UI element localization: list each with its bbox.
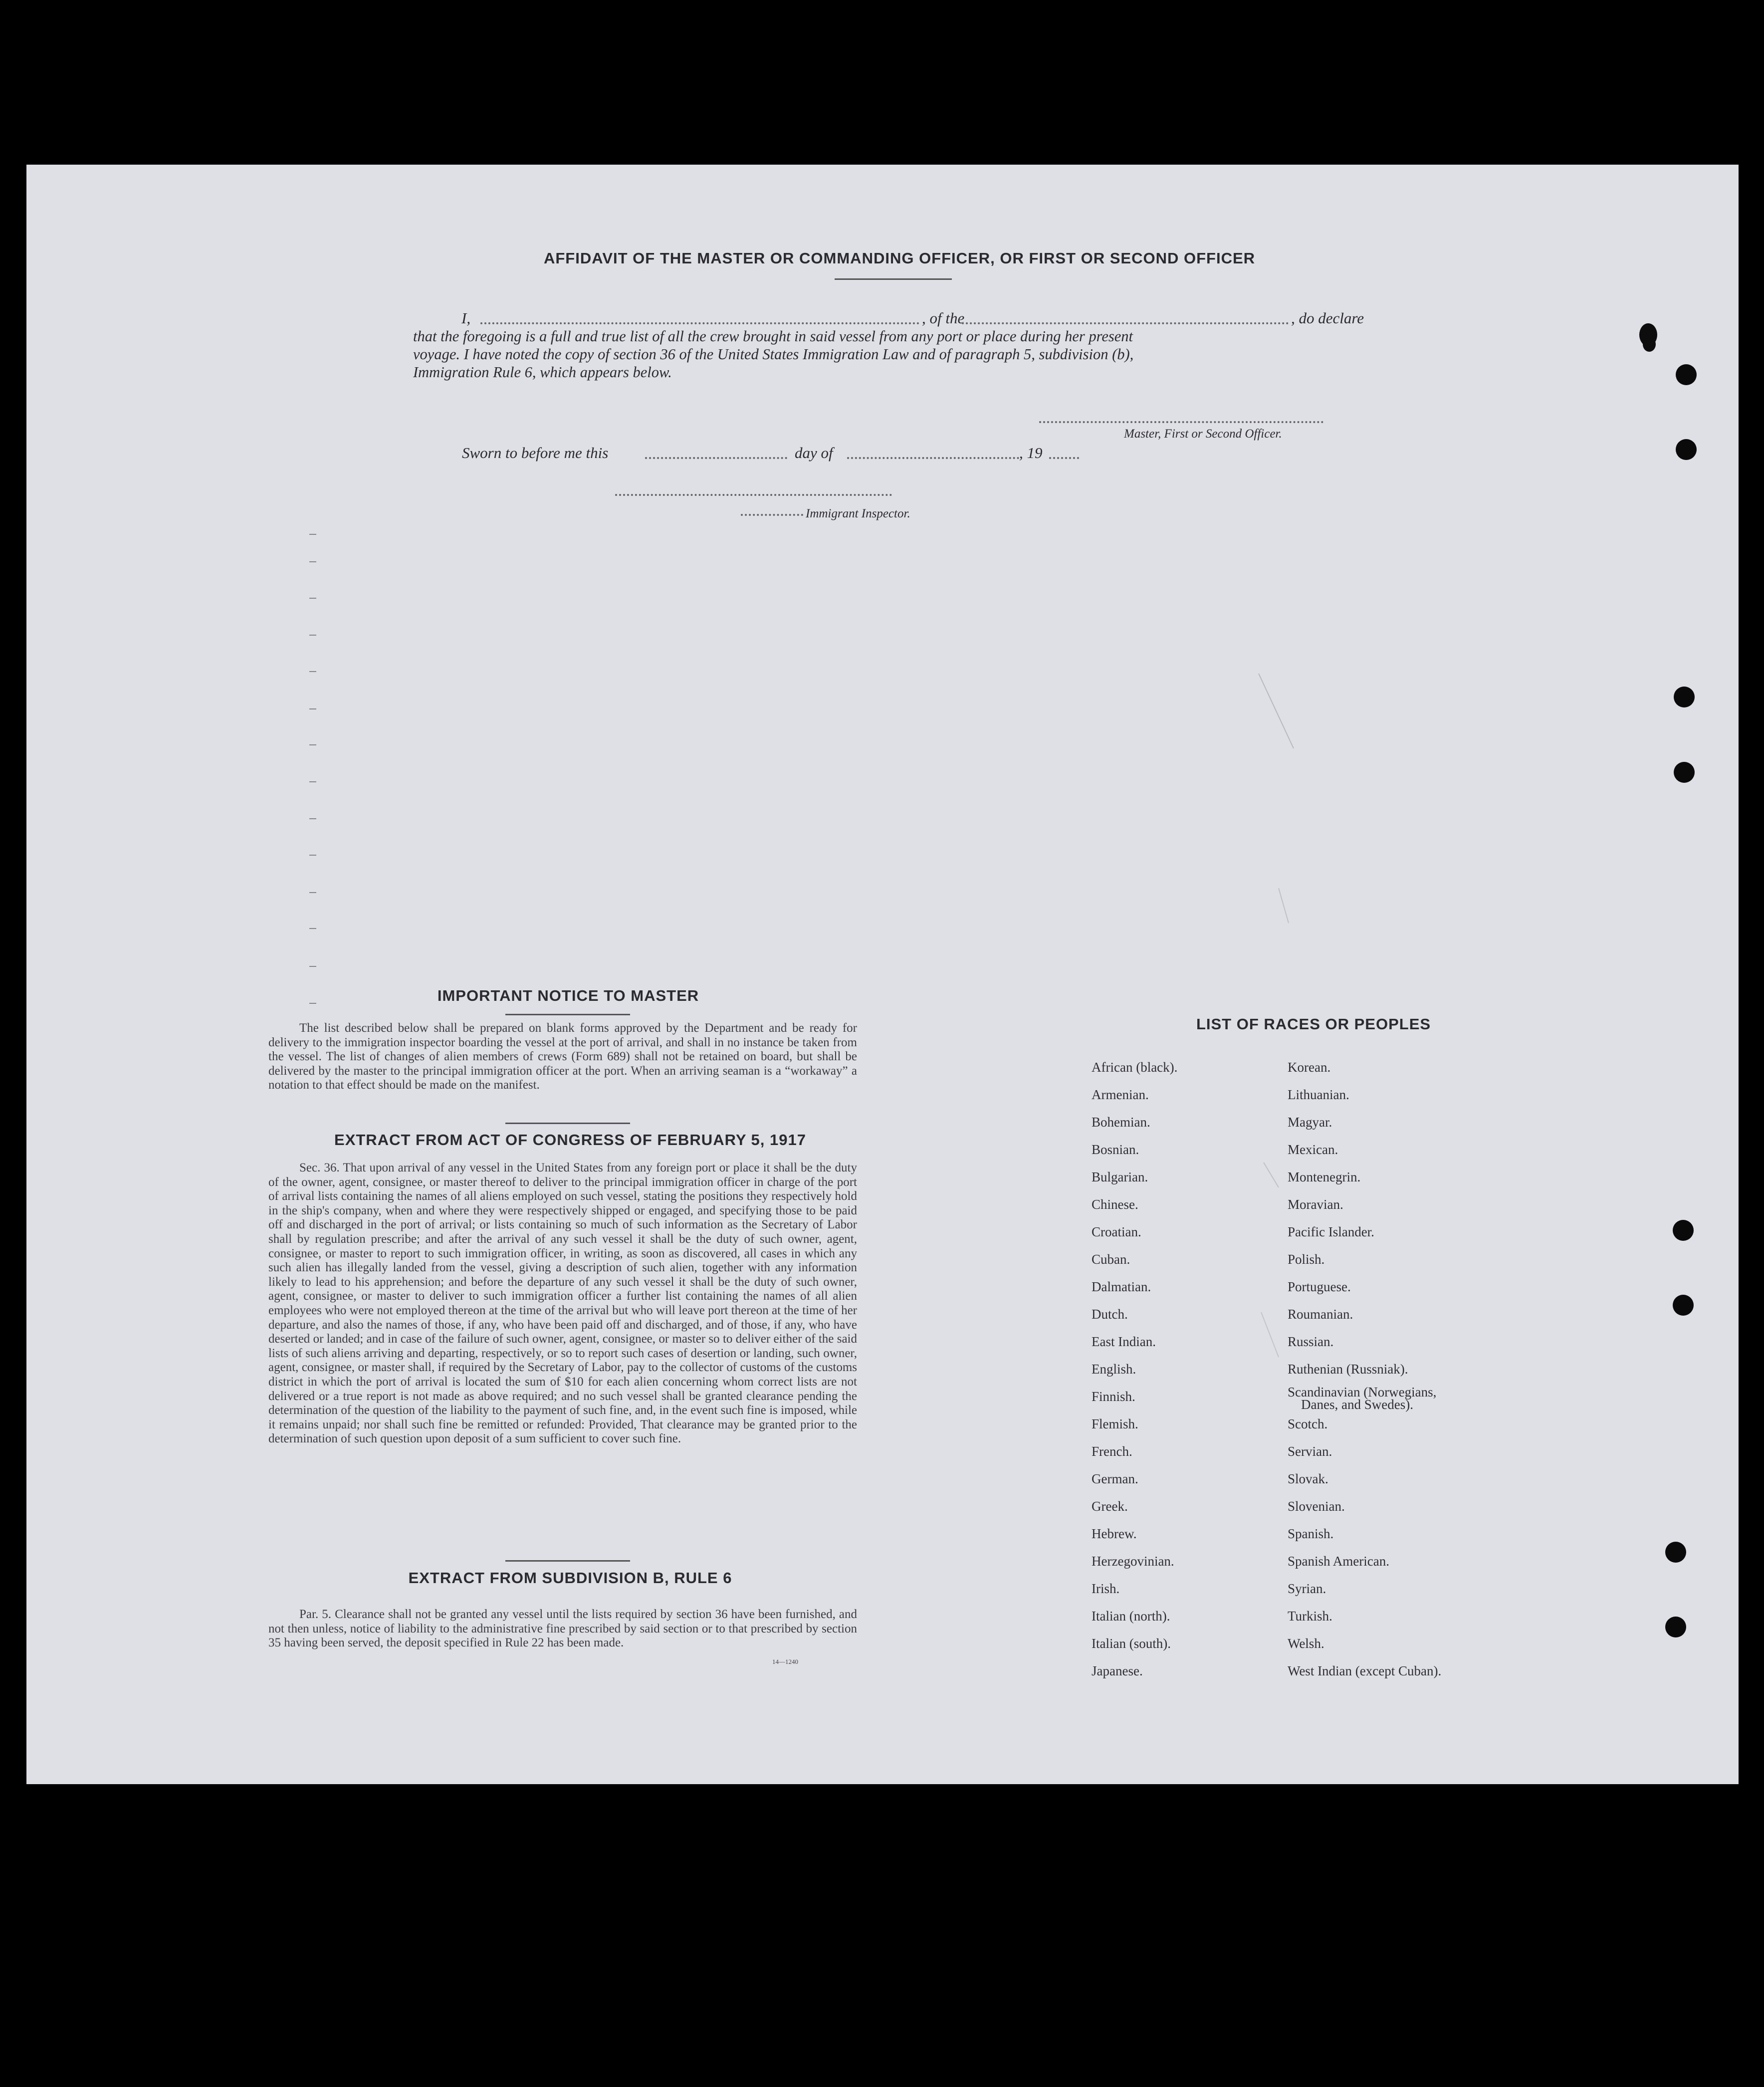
rule-text: Par. 5. Clearance shall not be granted any vessel until the lists required by section 36 have been furnished, and not then unless, notice of liability to the administrative fine prescribed by said section or to that prescribed by section 35 having been served, the deposit specified in Rule 22 has been made. — [268, 1608, 857, 1650]
races-title: LIST OF RACES OR PEOPLES — [1196, 1015, 1431, 1033]
pencil-marks — [1224, 664, 1314, 1412]
rule-title: EXTRACT FROM SUBDIVISION B, RULE 6 — [408, 1569, 732, 1587]
inspector-caption: Immigrant Inspector. — [806, 507, 910, 520]
sworn-text: Sworn to before me this — [462, 444, 609, 462]
race-item: Slovenian. — [1288, 1499, 1345, 1514]
name-blank[interactable] — [480, 322, 919, 324]
punch-hole — [1673, 1295, 1694, 1316]
race-item: Bulgarian. — [1092, 1169, 1148, 1184]
act-title: EXTRACT FROM ACT OF CONGRESS OF FEBRUARY 5, 1917 — [334, 1131, 806, 1149]
race-item: Montenegrin. — [1288, 1169, 1361, 1184]
race-item: German. — [1092, 1471, 1138, 1486]
race-item: Scandinavian (Norwegians, — [1288, 1385, 1437, 1399]
race-item: Greek. — [1092, 1499, 1128, 1514]
act-text: Sec. 36. That upon arrival of any vessel in the United States from any foreign port or place it shall be the duty of the owner, agent, consignee, or master thereof to deliver to the principal immigration officer in charge of the port of arrival lists containing the names of all aliens employed on such vessel, stating the positions they respectively hold in the ship's company, when and where they were respectively shipped or engaged, and specifying those to be paid off and discharged in the port of arrival; or lists containing so much of such information as the Secretary of Labor shall by regulation prescribe; and after the arrival of any such vessel it shall be the duty of such owner, agent, consignee, or master to report to such immigration officer, in writing, as soon as discovered, all cases in which any such alien has illegally landed from the vessel, giving a description of such alien, together with any information likely to lead to his apprehension; and before the departure of any such vessel it shall be the duty of such owner, agent, consignee, or master to deliver to such immigration officer a further list containing the names of all alien employees who were not employed thereon at the time of the arrival but who will leave port thereon at the time of her departure, and also the names of those, if any, who have been paid off and discharged, and of those, if any, who have deserted or landed; and in case of the failure of such owner, agent, consignee, or master so to deliver either of the said lists of such aliens arriving and departing, respectively, or so to report such cases of desertion or landing, such owner, agent, consignee, or master shall, if required by the Secretary of Labor, pay to the collector of customs of the customs district in which the port of arrival is located the sum of $10 for each alien concerning whom correct lists are not delivered or a true report is not made as above required; and no such vessel shall be granted clearance pending the determination of the question of the liability to the payment of such fine, and, in the event such fine is imposed, while it remains unpaid; nor shall such fine be remitted or refunded: Provided, That clearance may be granted prior to the determination of such question upon deposit of a sum sufficient to cover such fine. — [268, 1161, 857, 1446]
margin-tick — [309, 928, 316, 929]
race-item: Mexican. — [1288, 1142, 1338, 1157]
race-item: Japanese. — [1092, 1663, 1143, 1678]
race-item: Spanish. — [1288, 1526, 1334, 1541]
race-item: Dutch. — [1092, 1307, 1128, 1322]
affidavit-title: AFFIDAVIT OF THE MASTER OR COMMANDING OFFICER, OR FIRST OR SECOND OFFICER — [543, 249, 1256, 267]
race-item: Welsh. — [1288, 1636, 1324, 1651]
race-item: Ruthenian (Russniak). — [1288, 1362, 1408, 1377]
signature-caption: Master, First or Second Officer. — [1124, 427, 1282, 441]
race-item: Servian. — [1288, 1444, 1332, 1459]
race-item: Magyar. — [1288, 1115, 1332, 1130]
race-item: Polish. — [1288, 1252, 1325, 1267]
race-item: Spanish American. — [1288, 1554, 1389, 1569]
race-item: Chinese. — [1092, 1197, 1138, 1212]
race-item: Korean. — [1288, 1060, 1331, 1075]
margin-tick — [309, 635, 316, 636]
affidavit-body-line: that the foregoing is a full and true list of all the crew brought in said vessel from any port or place during her present — [413, 328, 1133, 345]
margin-tick — [309, 966, 316, 967]
race-item: Portuguese. — [1288, 1279, 1351, 1294]
punch-hole — [1674, 687, 1695, 707]
affidavit-body-line: voyage. I have noted the copy of section 36 of the United States Immigration Law and of paragraph 5, subdivision (b), — [413, 346, 1134, 363]
month-blank[interactable] — [847, 457, 1019, 459]
margin-tick — [309, 818, 316, 819]
day-of-text: day of — [795, 444, 833, 462]
race-item: Bosnian. — [1092, 1142, 1139, 1157]
form-number: 14—1240 — [772, 1658, 798, 1665]
race-item: Finnish. — [1092, 1389, 1135, 1404]
signature-blank[interactable] — [1039, 421, 1323, 423]
race-item: Moravian. — [1288, 1197, 1343, 1212]
margin-tick — [309, 708, 316, 709]
vessel-blank[interactable] — [962, 322, 1289, 324]
document-sheet — [26, 165, 1739, 1784]
race-item: Syrian. — [1288, 1581, 1326, 1596]
punch-hole — [1676, 364, 1697, 385]
margin-tick — [309, 892, 316, 893]
race-item: East Indian. — [1092, 1334, 1156, 1349]
race-item: Roumanian. — [1288, 1307, 1353, 1322]
affidavit-body-line: Immigration Rule 6, which appears below. — [413, 364, 672, 381]
margin-tick — [309, 534, 316, 535]
margin-tick — [309, 781, 316, 782]
year-blank[interactable] — [1049, 457, 1079, 459]
race-item: Irish. — [1092, 1581, 1120, 1596]
punch-hole — [1665, 1617, 1686, 1637]
title-rule — [835, 278, 952, 280]
inspector-signature-blank[interactable] — [615, 494, 892, 496]
race-item: Russian. — [1288, 1334, 1334, 1349]
ink-blot — [1643, 337, 1656, 352]
margin-tick — [309, 598, 316, 599]
notice-title: IMPORTANT NOTICE TO MASTER — [437, 987, 699, 1004]
race-item: Pacific Islander. — [1288, 1224, 1374, 1239]
race-item: African (black). — [1092, 1060, 1178, 1075]
race-item: Scotch. — [1288, 1416, 1328, 1431]
race-item: Armenian. — [1092, 1087, 1149, 1102]
race-item: Cuban. — [1092, 1252, 1130, 1267]
punch-hole — [1665, 1542, 1686, 1563]
margin-tick — [309, 744, 316, 745]
notice-text: The list described below shall be prepared on blank forms approved by the Department and be ready for delivery to the immigration inspector boarding the vessel at the port of arrival, and shall in no instance be taken from the vessel. The list of changes of alien members of crews (Form 689) shall not be retained on board, but shall be delivered by the master to the principal immigration officer at the port. When an arriving seaman is a “workaway” a notation to that effect should be made on the manifest. — [268, 1021, 857, 1092]
race-item: Hebrew. — [1092, 1526, 1137, 1541]
sworn-day-blank[interactable] — [645, 457, 787, 459]
punch-hole — [1673, 1220, 1694, 1241]
section-rule — [505, 1123, 630, 1124]
margin-tick — [309, 561, 316, 562]
race-item: West Indian (except Cuban). — [1288, 1663, 1442, 1678]
race-item: English. — [1092, 1362, 1136, 1377]
margin-tick — [309, 671, 316, 672]
race-item: Dalmatian. — [1092, 1279, 1151, 1294]
margin-tick — [309, 855, 316, 856]
race-item: Italian (south). — [1092, 1636, 1171, 1651]
year-prefix: , 19 — [1019, 444, 1043, 462]
affidavit-of-the: , of the — [922, 309, 965, 327]
race-item: Turkish. — [1288, 1609, 1332, 1623]
race-item-continuation: Danes, and Swedes). — [1301, 1397, 1413, 1412]
race-item: Flemish. — [1092, 1416, 1138, 1431]
affidavit-i: I, — [461, 309, 471, 327]
race-item: French. — [1092, 1444, 1132, 1459]
race-item: Lithuanian. — [1288, 1087, 1349, 1102]
race-item: Slovak. — [1288, 1471, 1328, 1486]
section-rule — [505, 1560, 630, 1562]
race-item: Bohemian. — [1092, 1115, 1150, 1130]
margin-tick — [309, 1003, 316, 1004]
punch-hole — [1674, 762, 1695, 783]
notice-rule — [505, 1014, 630, 1015]
inspector-prefix-blank[interactable] — [741, 514, 803, 516]
punch-hole — [1676, 439, 1697, 460]
race-item: Herzegovinian. — [1092, 1554, 1174, 1569]
race-item: Croatian. — [1092, 1224, 1141, 1239]
affidavit-declare: , do declare — [1291, 309, 1364, 327]
race-item: Italian (north). — [1092, 1609, 1170, 1623]
